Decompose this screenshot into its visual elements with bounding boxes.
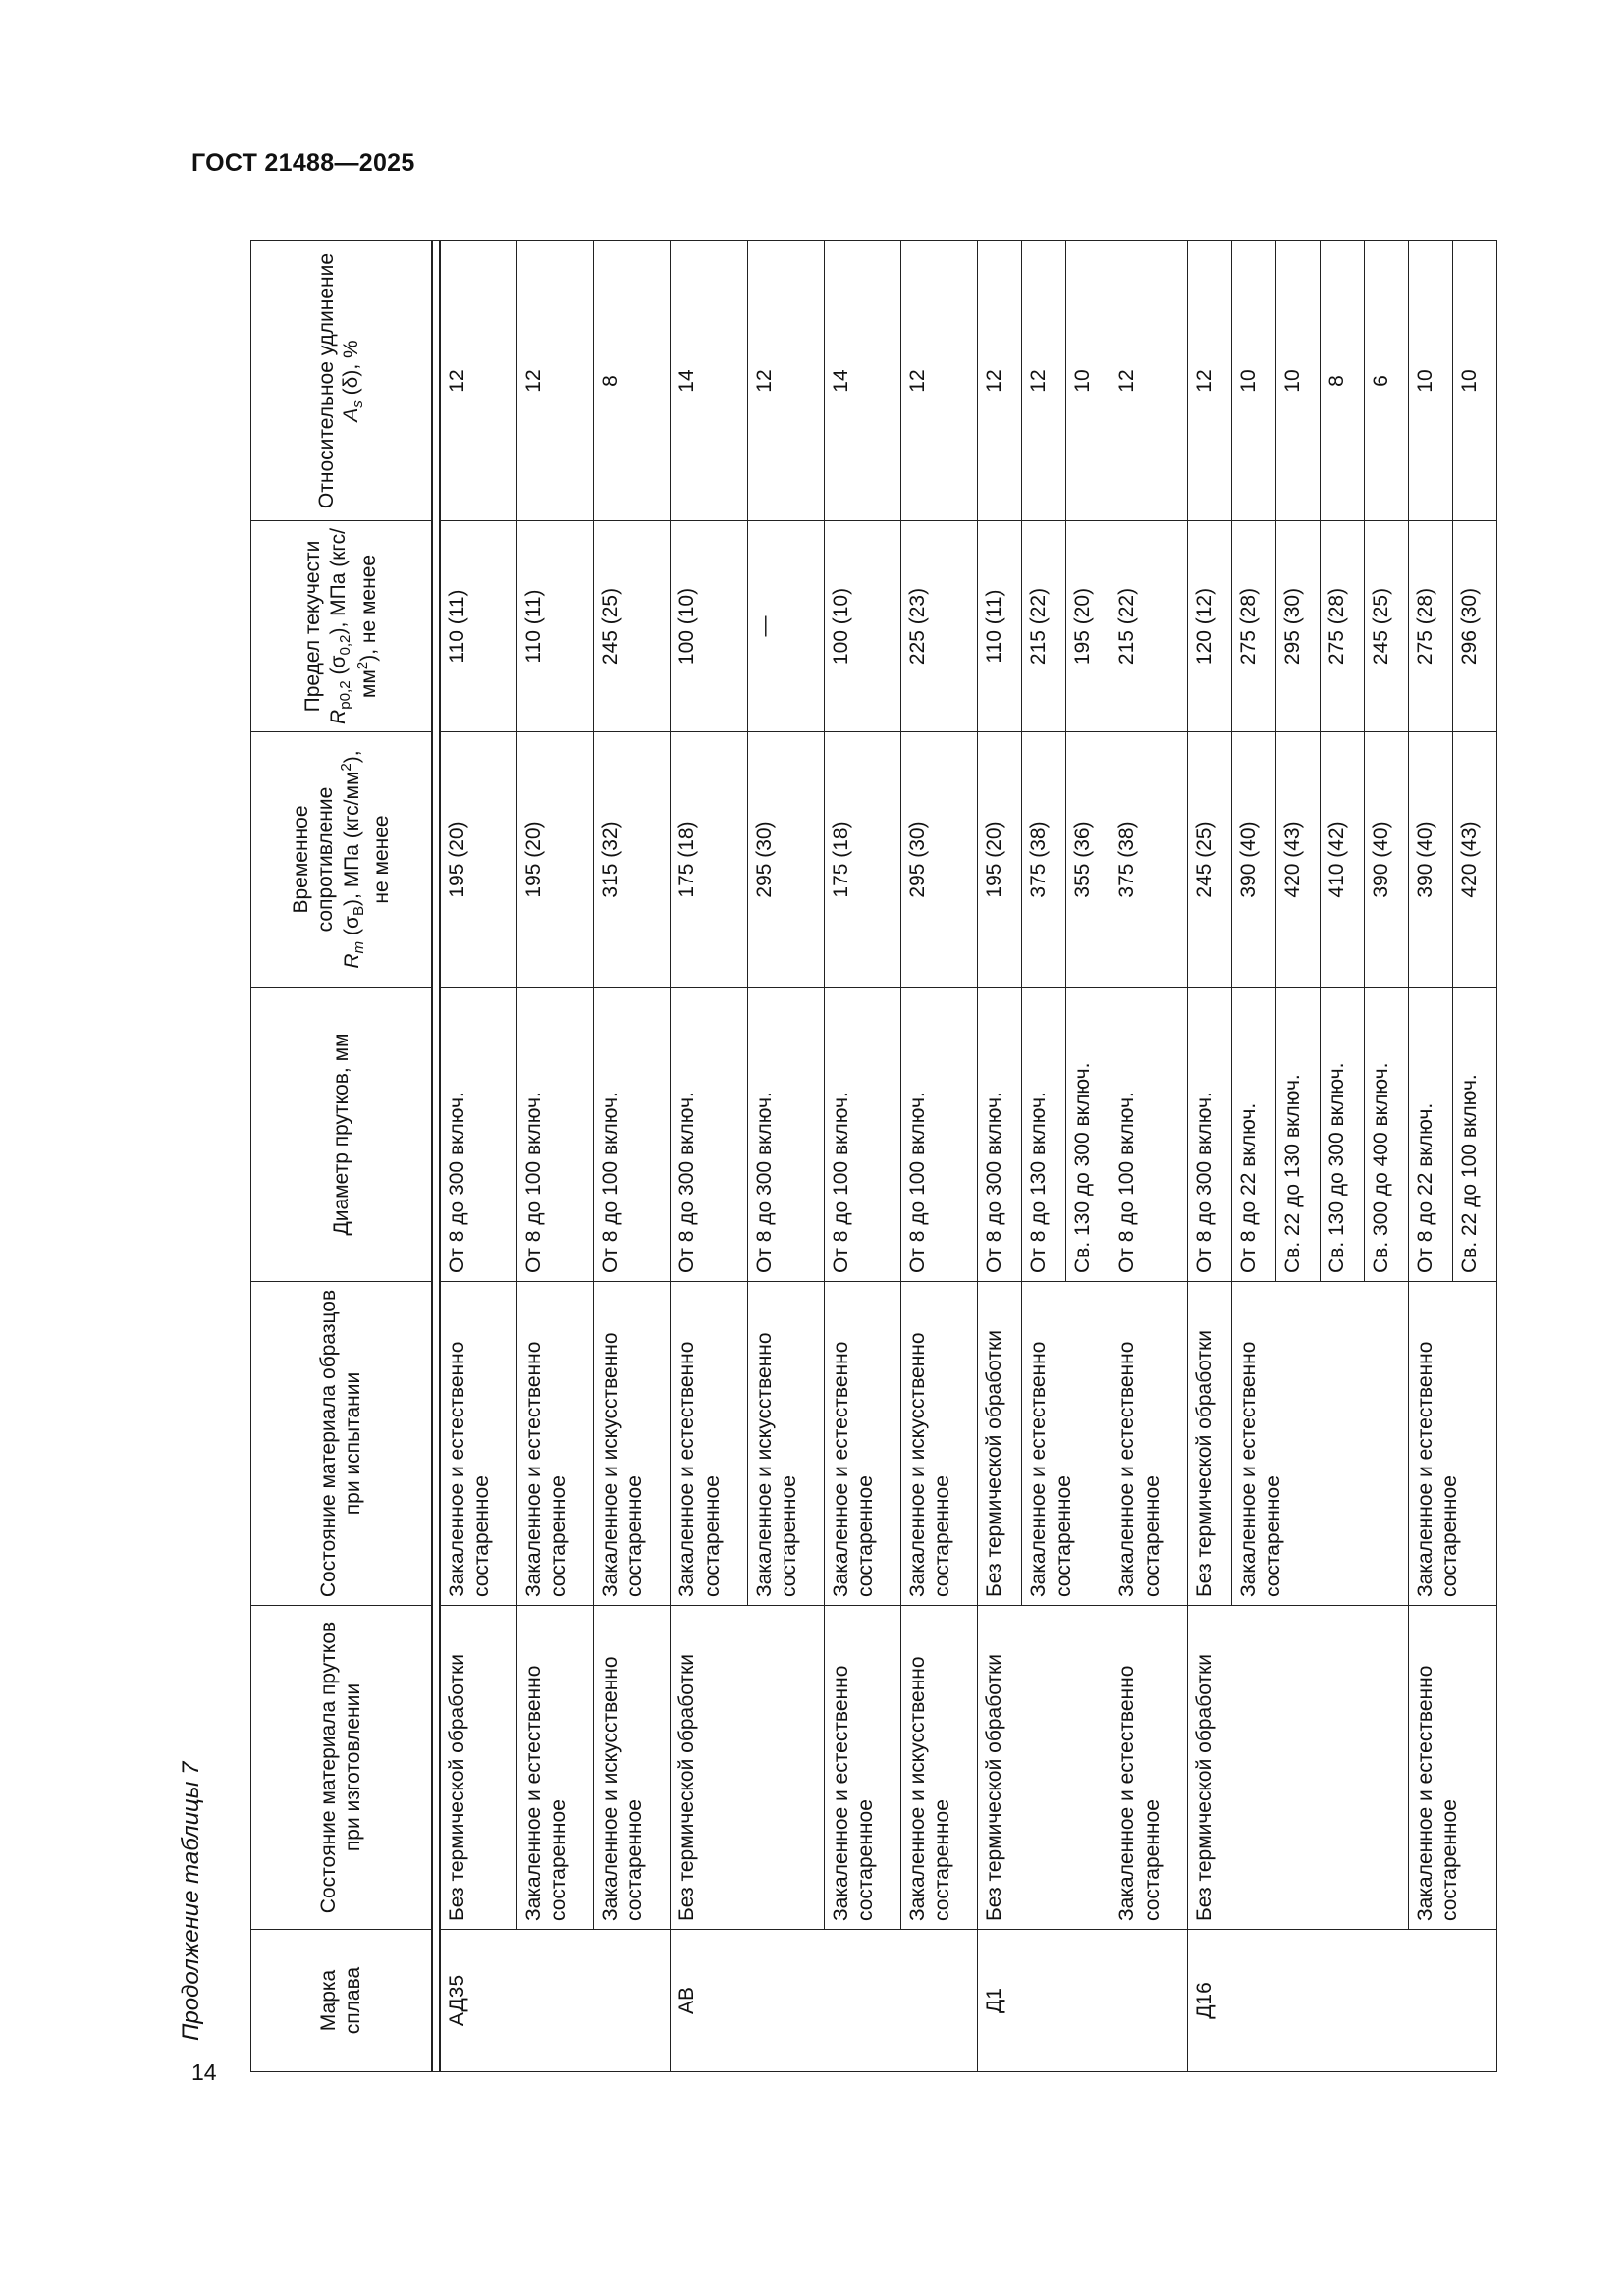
cell-grade: АВ bbox=[671, 1930, 978, 2072]
cell-yield: 120 (12) bbox=[1187, 521, 1231, 732]
cell-diameter: От 8 до 300 включ. bbox=[978, 988, 1022, 1282]
header-elongation bbox=[251, 241, 432, 521]
header-yield-sigma-sub: 0,2 bbox=[336, 634, 353, 656]
cell-diameter: От 8 до 300 включ. bbox=[747, 988, 824, 1282]
header-tensile-tail: ), не менее bbox=[341, 750, 393, 904]
cell-manufacture: Закаленное и естественно состаренное bbox=[516, 1606, 593, 1930]
cell-manufacture: Закаленное и искусственно состаренное bbox=[901, 1606, 978, 1930]
table-row bbox=[516, 241, 593, 2072]
header-elongation-symbol: A bbox=[340, 407, 363, 422]
table-row bbox=[978, 241, 1022, 2072]
header-yield-symbol-sub: p0,2 bbox=[336, 680, 353, 710]
header-tensile-units: ), МПа (кгс/мм bbox=[341, 771, 364, 906]
cell-grade: Д1 bbox=[978, 1930, 1187, 2072]
page-number: 14 bbox=[191, 2059, 217, 2085]
table-row bbox=[594, 241, 671, 2072]
header-yield-sigma: (σ bbox=[326, 655, 350, 675]
cell-tensile: 410 (42) bbox=[1320, 732, 1364, 988]
cell-test: Закаленное и искусственно состаренное bbox=[747, 1282, 824, 1606]
cell-yield: 110 (11) bbox=[978, 521, 1022, 732]
cell-manufacture: Закаленное и естественно состаренное bbox=[1408, 1606, 1496, 1930]
cell-diameter: От 8 до 22 включ. bbox=[1231, 988, 1275, 1282]
cell-yield: 110 (11) bbox=[516, 521, 593, 732]
header-yield-line1: Предел текучести bbox=[301, 540, 325, 713]
header-yield bbox=[251, 521, 432, 732]
cell-elongation: 12 bbox=[516, 241, 593, 521]
cell-yield: 215 (22) bbox=[1110, 521, 1187, 732]
table-body bbox=[432, 241, 1497, 2072]
document-header: ГОСТ 21488—2025 bbox=[191, 149, 415, 177]
cell-elongation: 12 bbox=[747, 241, 824, 521]
header-tensile-line1: Временное сопротивление bbox=[289, 786, 337, 933]
cell-diameter: От 8 до 300 включ. bbox=[440, 988, 517, 1282]
header-state-manufacture: Состояние материала прутков при изготовлении bbox=[251, 1606, 432, 1930]
cell-yield: 100 (10) bbox=[824, 521, 900, 732]
cell-elongation: 8 bbox=[1320, 241, 1364, 521]
cell-grade: АД35 bbox=[440, 1930, 671, 2072]
header-tensile-sigma-sub: В bbox=[351, 905, 368, 917]
cell-diameter: От 8 до 300 включ. bbox=[1187, 988, 1231, 1282]
rotated-table-container bbox=[250, 241, 1497, 2072]
cell-tensile: 295 (30) bbox=[901, 732, 978, 988]
cell-yield: 215 (22) bbox=[1022, 521, 1066, 732]
cell-elongation: 12 bbox=[1022, 241, 1066, 521]
table-row bbox=[1408, 241, 1452, 2072]
cell-yield: 245 (25) bbox=[594, 521, 671, 732]
cell-tensile: 390 (40) bbox=[1364, 732, 1408, 988]
cell-elongation: 8 bbox=[594, 241, 671, 521]
cell-tensile: 420 (43) bbox=[1452, 732, 1496, 988]
cell-diameter: От 8 до 100 включ. bbox=[594, 988, 671, 1282]
cell-manufacture: Закаленное и искусственно состаренное bbox=[594, 1606, 671, 1930]
cell-manufacture: Без термической обработки bbox=[440, 1606, 517, 1930]
header-tensile-sigma: (σ bbox=[341, 916, 364, 936]
table-row bbox=[440, 241, 517, 2072]
header-tensile-symbol: R bbox=[341, 953, 364, 969]
cell-yield: 225 (23) bbox=[901, 521, 978, 732]
cell-test: Закаленное и естественно состаренное bbox=[440, 1282, 517, 1606]
cell-tensile: 295 (30) bbox=[747, 732, 824, 988]
cell-elongation: 12 bbox=[978, 241, 1022, 521]
cell-yield: 100 (10) bbox=[671, 521, 747, 732]
cell-yield: 275 (28) bbox=[1408, 521, 1452, 732]
cell-tensile: 420 (43) bbox=[1275, 732, 1320, 988]
table-row bbox=[1110, 241, 1187, 2072]
cell-diameter: От 8 до 100 включ. bbox=[901, 988, 978, 1282]
cell-tensile: 390 (40) bbox=[1231, 732, 1275, 988]
cell-diameter: От 8 до 300 включ. bbox=[671, 988, 747, 1282]
header-tensile-symbol-sub: m bbox=[351, 940, 368, 954]
header-elongation-tail: (δ), % bbox=[340, 340, 363, 396]
mechanical-properties-table bbox=[250, 240, 1497, 2072]
cell-tensile: 375 (38) bbox=[1110, 732, 1187, 988]
cell-yield: 295 (30) bbox=[1275, 521, 1320, 732]
cell-yield: 296 (30) bbox=[1452, 521, 1496, 732]
cell-grade: Д16 bbox=[1187, 1930, 1496, 2072]
cell-tensile: 375 (38) bbox=[1022, 732, 1066, 988]
cell-yield: 110 (11) bbox=[440, 521, 517, 732]
cell-diameter: От 8 до 130 включ. bbox=[1022, 988, 1066, 1282]
table-header-row bbox=[251, 241, 432, 2072]
cell-manufacture: Без термической обработки bbox=[978, 1606, 1110, 1930]
cell-elongation: 10 bbox=[1275, 241, 1320, 521]
cell-elongation: 10 bbox=[1066, 241, 1110, 521]
header-yield-tail: ), не менее bbox=[356, 554, 380, 662]
cell-test: Закаленное и естественно состаренное bbox=[1022, 1282, 1110, 1606]
header-grade: Марка сплава bbox=[251, 1930, 432, 2072]
cell-yield: 195 (20) bbox=[1066, 521, 1110, 732]
cell-diameter: Св. 130 до 300 включ. bbox=[1066, 988, 1110, 1282]
table-caption: Продолжение таблицы 7 bbox=[178, 1761, 204, 2041]
cell-manufacture: Закаленное и естественно состаренное bbox=[1110, 1606, 1187, 1930]
header-diameter: Диаметр прутков, мм bbox=[251, 988, 432, 1282]
cell-elongation: 14 bbox=[824, 241, 900, 521]
cell-diameter: От 8 до 100 включ. bbox=[1110, 988, 1187, 1282]
header-separator bbox=[432, 241, 440, 2072]
header-yield-symbol: R bbox=[326, 709, 350, 724]
cell-diameter: Св. 22 до 100 включ. bbox=[1452, 988, 1496, 1282]
cell-elongation: 12 bbox=[901, 241, 978, 521]
header-state-test: Состояние материала образцов при испытании bbox=[251, 1282, 432, 1606]
header-elongation-line1: Относительное удлинение bbox=[314, 252, 338, 509]
cell-diameter: От 8 до 22 включ. bbox=[1408, 988, 1452, 1282]
cell-diameter: От 8 до 100 включ. bbox=[516, 988, 593, 1282]
cell-manufacture: Закаленное и естественно состаренное bbox=[824, 1606, 900, 1930]
cell-test: Закаленное и искусственно состаренное bbox=[594, 1282, 671, 1606]
cell-test: Закаленное и естественно состаренное bbox=[824, 1282, 900, 1606]
cell-tensile: 175 (18) bbox=[671, 732, 747, 988]
cell-elongation: 10 bbox=[1452, 241, 1496, 521]
table-row bbox=[901, 241, 978, 2072]
cell-elongation: 10 bbox=[1408, 241, 1452, 521]
table-row bbox=[824, 241, 900, 2072]
cell-manufacture: Без термической обработки bbox=[1187, 1606, 1408, 1930]
cell-tensile: 315 (32) bbox=[594, 732, 671, 988]
cell-diameter: Св. 300 до 400 включ. bbox=[1364, 988, 1408, 1282]
cell-elongation: 12 bbox=[440, 241, 517, 521]
cell-elongation: 12 bbox=[1187, 241, 1231, 521]
header-tensile bbox=[251, 732, 432, 988]
cell-test: Закаленное и естественно состаренное bbox=[516, 1282, 593, 1606]
cell-elongation: 14 bbox=[671, 241, 747, 521]
header-elongation-symbol-sub: s bbox=[350, 400, 367, 408]
cell-tensile: 390 (40) bbox=[1408, 732, 1452, 988]
header-yield-units: ), МПа (кгс/мм bbox=[326, 528, 380, 699]
cell-tensile: 355 (36) bbox=[1066, 732, 1110, 988]
cell-test: Без термической обработки bbox=[978, 1282, 1022, 1606]
cell-tensile: 195 (20) bbox=[978, 732, 1022, 988]
cell-test: Без термической обработки bbox=[1187, 1282, 1231, 1606]
table-row bbox=[1187, 241, 1231, 2072]
cell-test: Закаленное и естественно состаренное bbox=[1231, 1282, 1408, 1606]
cell-tensile: 195 (20) bbox=[516, 732, 593, 988]
cell-test: Закаленное и естественно состаренное bbox=[671, 1282, 747, 1606]
cell-diameter: От 8 до 100 включ. bbox=[824, 988, 900, 1282]
cell-test: Закаленное и искусственно состаренное bbox=[901, 1282, 978, 1606]
cell-manufacture: Без термической обработки bbox=[671, 1606, 824, 1930]
header-yield-units-sup: 2 bbox=[353, 661, 371, 670]
cell-yield: 275 (28) bbox=[1231, 521, 1275, 732]
cell-yield: — bbox=[747, 521, 824, 732]
cell-tensile: 195 (20) bbox=[440, 732, 517, 988]
table-row bbox=[671, 241, 747, 2072]
cell-tensile: 245 (25) bbox=[1187, 732, 1231, 988]
cell-elongation: 10 bbox=[1231, 241, 1275, 521]
cell-yield: 275 (28) bbox=[1320, 521, 1364, 732]
separator-cell bbox=[432, 241, 440, 2072]
cell-diameter: Св. 22 до 130 включ. bbox=[1275, 988, 1320, 1282]
cell-elongation: 12 bbox=[1110, 241, 1187, 521]
cell-diameter: Св. 130 до 300 включ. bbox=[1320, 988, 1364, 1282]
cell-tensile: 175 (18) bbox=[824, 732, 900, 988]
header-tensile-units-sup: 2 bbox=[338, 763, 355, 772]
cell-elongation: 6 bbox=[1364, 241, 1408, 521]
cell-yield: 245 (25) bbox=[1364, 521, 1408, 732]
cell-test: Закаленное и естественно состаренное bbox=[1408, 1282, 1496, 1606]
cell-test: Закаленное и естественно состаренное bbox=[1110, 1282, 1187, 1606]
